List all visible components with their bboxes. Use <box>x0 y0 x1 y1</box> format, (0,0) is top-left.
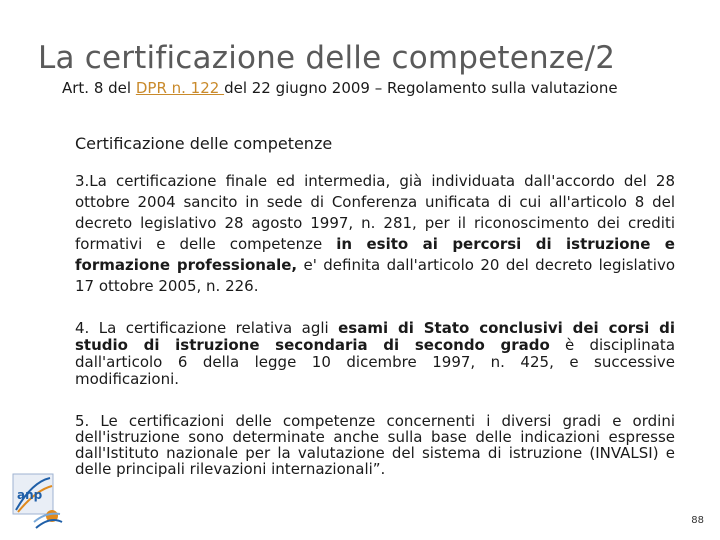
paragraph-3-text-end: e' definita dall'articolo 20 del decreto legislativo 17 ottobre 2005, n. 226. <box>75 256 675 295</box>
paragraph-4-text-end: è disciplinata dall'articolo 6 della legge 10 dicembre 1997, n. 425, e successive modificazioni. <box>75 336 676 388</box>
paragraph-4 <box>75 320 675 388</box>
dpr-link[interactable]: DPR n. 122 <box>135 79 225 97</box>
anp-logo <box>12 472 64 530</box>
logo-text: anp <box>17 488 43 502</box>
paragraph-4-bold: esami di Stato conclusivi dei corsi di studio di istruzione secondaria di secondo grado <box>75 319 675 354</box>
paragraph-3 <box>75 171 675 297</box>
section-heading: Certificazione delle competenze <box>75 134 333 153</box>
subtitle <box>62 80 662 96</box>
page-number: 88 <box>691 515 704 526</box>
subtitle-prefix: Art. 8 del <box>62 79 136 97</box>
paragraph-5: 5. Le certificazioni delle competenze concernenti i diversi gradi e ordini dell'istruzione sono determinate anche sulla base delle indicazioni espresse dall'Istituto nazionale per la valutazione del sistema di istruzione (INVALSI) e delle principali rilevazioni internazionali”. <box>75 412 675 478</box>
paragraph-3-text-start: 3.La certificazione finale ed intermedia, già individuata dall'accordo del 28 ottobre 2004 sancito in sede di Conferenza unificata di cui all'articolo 8 del decreto legislativo 28 agosto 1997, n. 281, per il riconoscimento dei crediti formativi e delle competenze <box>75 172 675 253</box>
subtitle-suffix: del 22 giugno 2009 – Regolamento sulla valutazione <box>224 79 618 97</box>
paragraph-4-text-start: 4. La certificazione relativa agli <box>75 319 339 337</box>
paragraph-3-bold: in esito ai percorsi di istruzione e formazione professionale, <box>75 235 675 274</box>
slide-title: La certificazione delle competenze/2 <box>38 40 616 76</box>
